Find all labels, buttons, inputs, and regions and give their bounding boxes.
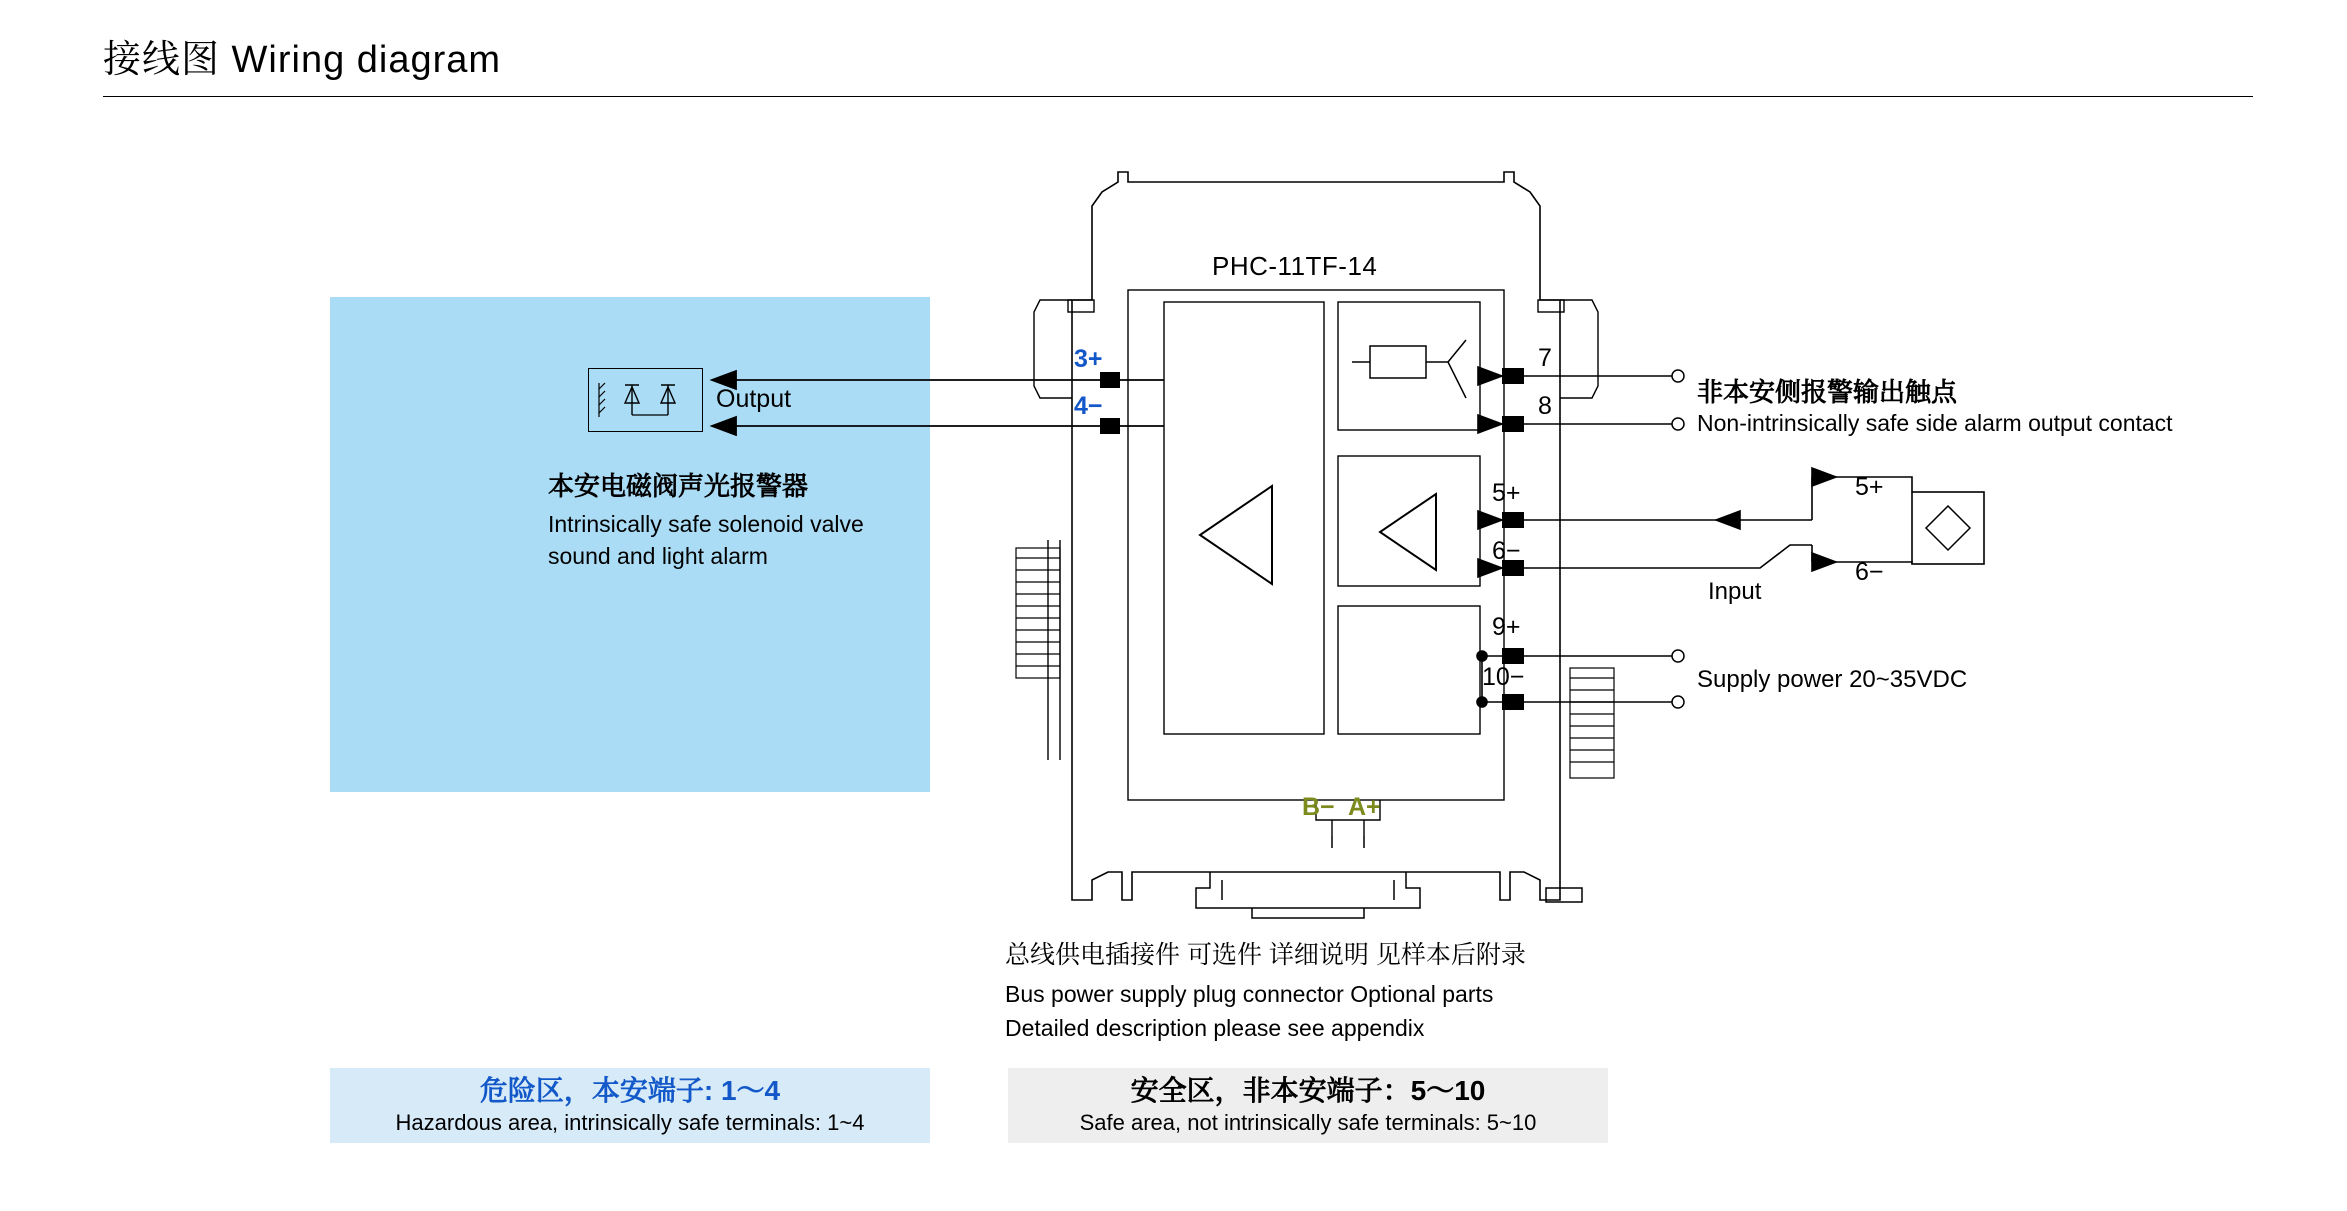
legend-safe-en: Safe area, not intrinsically safe terminals: 5~10 [1079, 1110, 1537, 1135]
terminal-label-5: 5+ [1492, 479, 1521, 507]
left-vent-slots [1016, 548, 1060, 678]
module-model-label: PHC-11TF-14 [1212, 251, 1378, 281]
terminal-label-4: 4− [1074, 392, 1103, 420]
supply-power-label: Supply power 20~35VDC [1697, 666, 1968, 693]
module-front-panel [1128, 290, 1504, 800]
terminal-label-3: 3+ [1074, 345, 1103, 373]
output-label: Output [716, 385, 792, 413]
terminal-label-10: 10− [1482, 663, 1525, 691]
input-wiring [1478, 468, 1984, 577]
sensor-terminal-label-6: 6− [1855, 558, 1884, 586]
terminal-label-9: 9+ [1492, 613, 1521, 641]
terminal-label-6: 6− [1492, 537, 1521, 565]
terminal-pad-3 [1100, 372, 1120, 388]
bus-note-en-line1: Bus power supply plug connector Optional parts [1005, 981, 1494, 1007]
bus-note-cn: 总线供电插接件 可选件 详细说明 见样本后附录 [1005, 941, 1526, 969]
amplifier-triangle-large-icon [1200, 486, 1272, 584]
alarm-output-label-cn: 非本安侧报警输出触点 [1697, 377, 1958, 407]
legend-hazardous-en: Hazardous area, intrinsically safe terminals: 1~4 [395, 1110, 865, 1135]
solenoid-alarm-label-en-line2: sound and light alarm [548, 543, 768, 569]
din-rail-clip [1196, 872, 1582, 918]
legend-safe-cn: 安全区，非本安端子：5～10 [1130, 1075, 1486, 1106]
terminal-pad-8 [1502, 416, 1524, 432]
relay-symbol-icon [1352, 340, 1466, 398]
terminal-pad-9 [1502, 648, 1524, 664]
amplifier-triangle-small-icon [1380, 494, 1436, 570]
sensor-terminal-label-5: 5+ [1855, 473, 1884, 501]
alarm-output-label-en: Non-intrinsically safe side alarm output contact [1697, 410, 2173, 436]
solenoid-alarm-label-cn: 本安电磁阀声光报警器 [548, 471, 809, 501]
bus-terminal-label-a: A+ [1348, 793, 1381, 821]
terminal-pad-10 [1502, 694, 1524, 710]
right-vent-slots [1570, 668, 1614, 778]
legend-hazardous-cn: 危险区，本安端子: 1～4 [479, 1075, 781, 1106]
page-title: 接线图 Wiring diagram [103, 39, 502, 81]
terminal-pad-7 [1502, 368, 1524, 384]
terminal-pad-5 [1502, 512, 1524, 528]
bus-terminal-leads [1332, 836, 1364, 848]
terminal-label-7: 7 [1538, 344, 1552, 372]
terminal-label-8: 8 [1538, 392, 1552, 420]
terminal-pad-4 [1100, 418, 1120, 434]
input-label: Input [1708, 578, 1762, 605]
bus-note-en-line2: Detailed description please see appendix [1005, 1015, 1425, 1041]
bus-note-en [1005, 977, 1493, 1045]
bus-terminal-label-b: B− [1302, 793, 1335, 821]
solenoid-alarm-label-en-line1: Intrinsically safe solenoid valve [548, 511, 864, 537]
